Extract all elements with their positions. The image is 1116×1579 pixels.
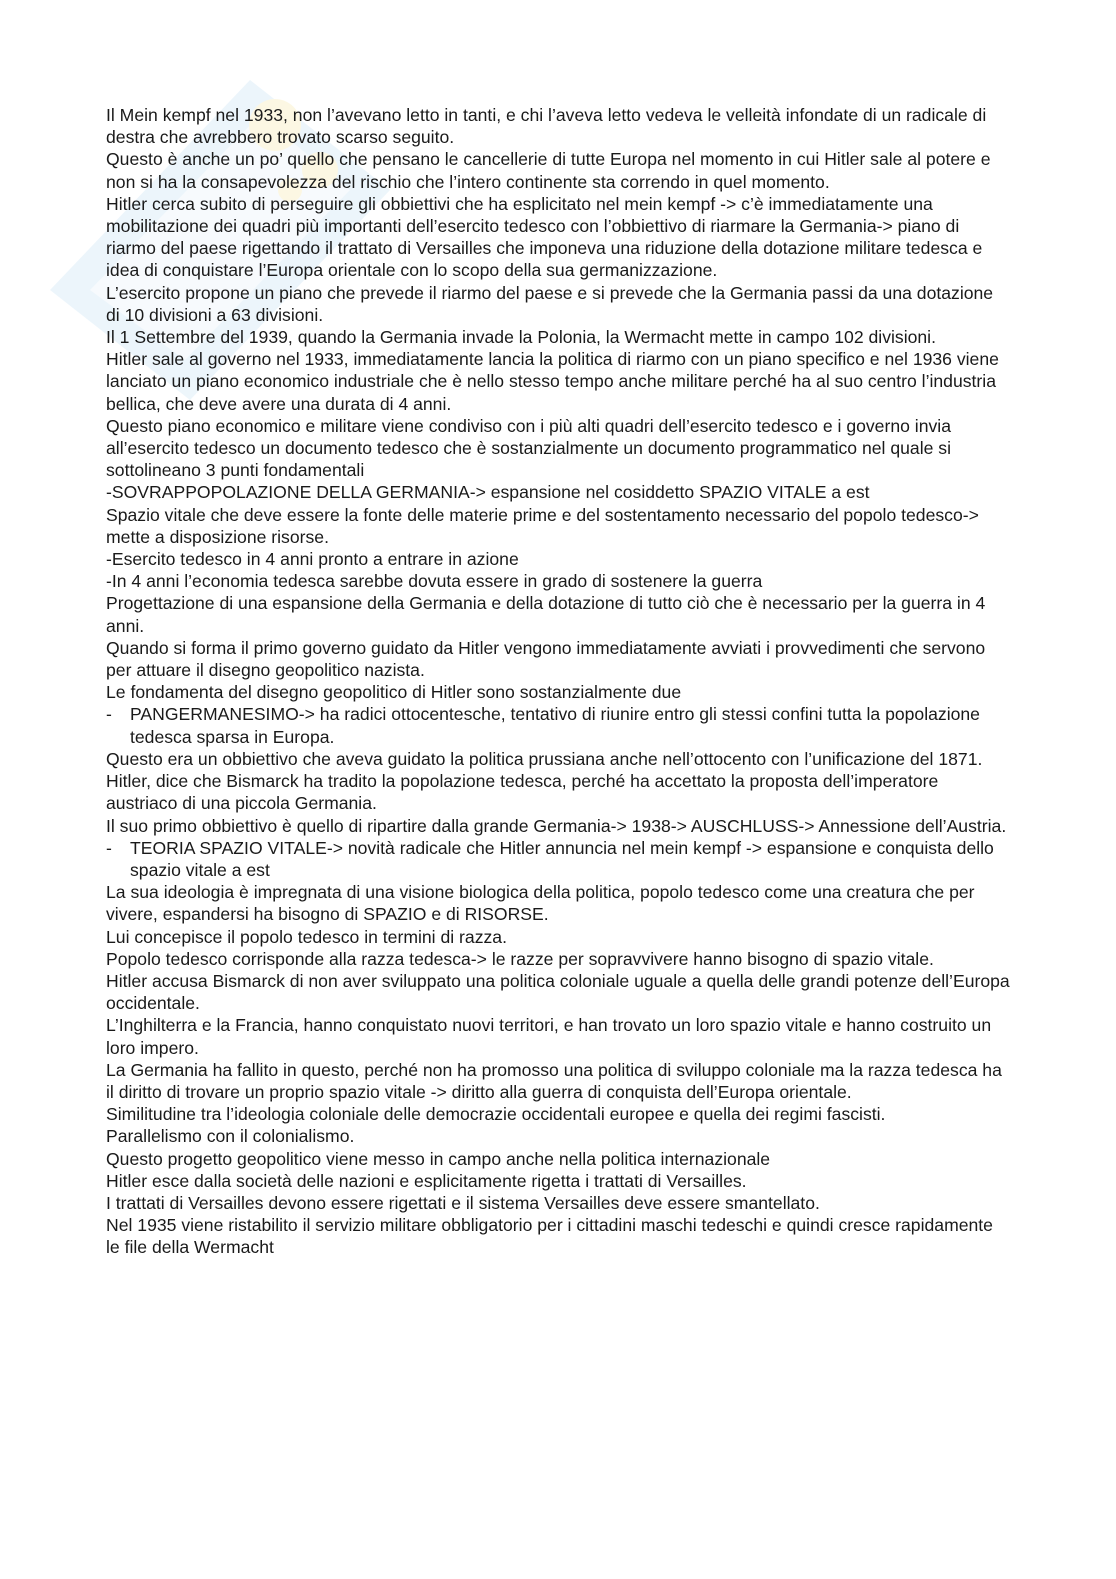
paragraph: L’esercito propone un piano che prevede il riarmo del paese e si prevede che la Germania passi da una dotazione di 10 divisioni a 63 divisioni. — [106, 282, 994, 325]
paragraph: Hitler cerca subito di perseguire gli obbiettivi che ha esplicitato nel mein kempf -> c’è immediatamente una mobilitazione dei quadri più importanti dell’esercito tedesco con l’obbiettivo di riarmare la Germania-> piano di riarmo del paese rigettando il trattato di Versailles che imponeva una riduzione della dotazione militare tedesca e idea di conquistare l’Europa orientale con lo scopo della sua germanizzazione. — [106, 193, 983, 281]
paragraph: Hitler sale al governo nel 1933, immediatamente lancia la politica di riarmo con un piano specifico e nel 1936 viene lanciato un piano economico industriale che è nello stesso tempo anche militare perché ha al suo centro l’industria bellica, che deve avere una durata di 4 anni. — [106, 349, 999, 414]
bullet-item — [106, 703, 1011, 747]
document-body — [106, 104, 1011, 1259]
paragraph: Nel 1935 viene ristabilito il servizio militare obbligatorio per i cittadini maschi tedeschi e quindi cresce rapidamente le file della Wermacht — [106, 1215, 993, 1258]
paragraph: I trattati di Versailles devono essere rigettati e il sistema Versailles deve essere smantellato. — [106, 1192, 820, 1213]
paragraph: La sua ideologia è impregnata di una visione biologica della politica, popolo tedesco come una creatura che per vivere, espandersi ha bisogno di SPAZIO e di RISORSE. — [106, 882, 975, 925]
paragraph: Hitler accusa Bismarck di non aver sviluppato una politica coloniale uguale a quella delle grandi potenze dell’Europa occidentale. — [106, 970, 1010, 1014]
paragraph: Il suo primo obbiettivo è quello di ripartire dalla grande Germania-> 1938-> AUSCHLUSS-> Annessione dell’Austria. — [106, 815, 1007, 836]
paragraph: Questo era un obbiettivo che aveva guidato la politica prussiana anche nell’ottocento con l’unificazione del 1871. — [106, 748, 983, 769]
paragraph: Similitudine tra l’ideologia coloniale delle democrazie occidentali europee e quella dei regimi fascisti. — [106, 1104, 886, 1125]
bullet-dash: - — [106, 704, 112, 725]
paragraph: Lui concepisce il popolo tedesco in termini di razza. — [106, 926, 507, 947]
paragraph: Questo piano economico e militare viene condiviso con i più alti quadri dell’esercito tedesco e i governo invia all’esercito tedesco un documento tedesco che è sostanzialmente un documento programmatico nel quale si sottolineano 3 punti fondamentali — [106, 415, 951, 481]
paragraph: Questo è anche un po’ quello che pensano le cancellerie di tutte Europa nel momento in cui Hitler sale al potere e non si ha la consapevolezza del rischio che l’intero continente sta correndo in quel momento. — [106, 149, 991, 192]
paragraph: Hitler esce dalla società delle nazioni e esplicitamente rigetta i trattati di Versailles. — [106, 1170, 747, 1191]
paragraph: -In 4 anni l’economia tedesca sarebbe dovuta essere in grado di sostenere la guerra — [106, 571, 763, 592]
paragraph: Le fondamenta del disegno geopolitico di Hitler sono sostanzialmente due — [106, 682, 682, 703]
paragraph: Quando si forma il primo governo guidato da Hitler vengono immediatamente avviati i provvedimenti che servono per attuare il disegno geopolitico nazista. — [106, 637, 986, 681]
paragraph: Questo progetto geopolitico viene messo in campo anche nella politica internazionale — [106, 1148, 771, 1169]
paragraph: -SOVRAPPOPOLAZIONE DELLA GERMANIA-> espansione nel cosiddetto SPAZIO VITALE a est — [106, 482, 870, 503]
paragraph: Il Mein kempf nel 1933, non l’avevano letto in tanti, e chi l’aveva letto vedeva le velleità infondate di un radicale di destra che avrebbero trovato scarso seguito. — [106, 105, 987, 148]
bullet-dash: - — [106, 837, 112, 858]
bullet-text: TEORIA SPAZIO VITALE-> novità radicale che Hitler annuncia nel mein kempf -> espansione e conquista dello spazio vitale a est — [130, 837, 994, 880]
paragraph: Popolo tedesco corrisponde alla razza tedesca-> le razze per sopravvivere hanno bisogno di spazio vitale. — [106, 948, 934, 969]
bullet-item — [106, 837, 1011, 881]
paragraph: Parallelismo con il colonialismo. — [106, 1126, 355, 1147]
paragraph: -Esercito tedesco in 4 anni pronto a entrare in azione — [106, 549, 519, 570]
paragraph: Spazio vitale che deve essere la fonte delle materie prime e del sostentamento necessario del popolo tedesco-> mette a disposizione risorse. — [106, 504, 979, 547]
bullet-text: PANGERMANESIMO-> ha radici ottocentesche, tentativo di riunire entro gli stessi confini tutta la popolazione tedesca sparsa in Europa. — [130, 704, 980, 747]
paragraph: Progettazione di una espansione della Germania e della dotazione di tutto ciò che è necessario per la guerra in 4 anni. — [106, 593, 986, 636]
paragraph: L’Inghilterra e la Francia, hanno conquistato nuovi territori, e han trovato un loro spazio vitale e hanno costruito un loro impero. — [106, 1015, 992, 1058]
paragraph: La Germania ha fallito in questo, perché non ha promosso una politica di sviluppo coloniale ma la razza tedesca ha il diritto di trovare un proprio spazio vitale -> diritto alla guerra di conquista dell’Europa orientale. — [106, 1059, 1002, 1102]
paragraph: Il 1 Settembre del 1939, quando la Germania invade la Polonia, la Wermacht mette in campo 102 divisioni. — [106, 327, 936, 348]
paragraph: Hitler, dice che Bismarck ha tradito la popolazione tedesca, perché ha accettato la proposta dell’imperatore austriaco di una piccola Germania. — [106, 771, 939, 814]
